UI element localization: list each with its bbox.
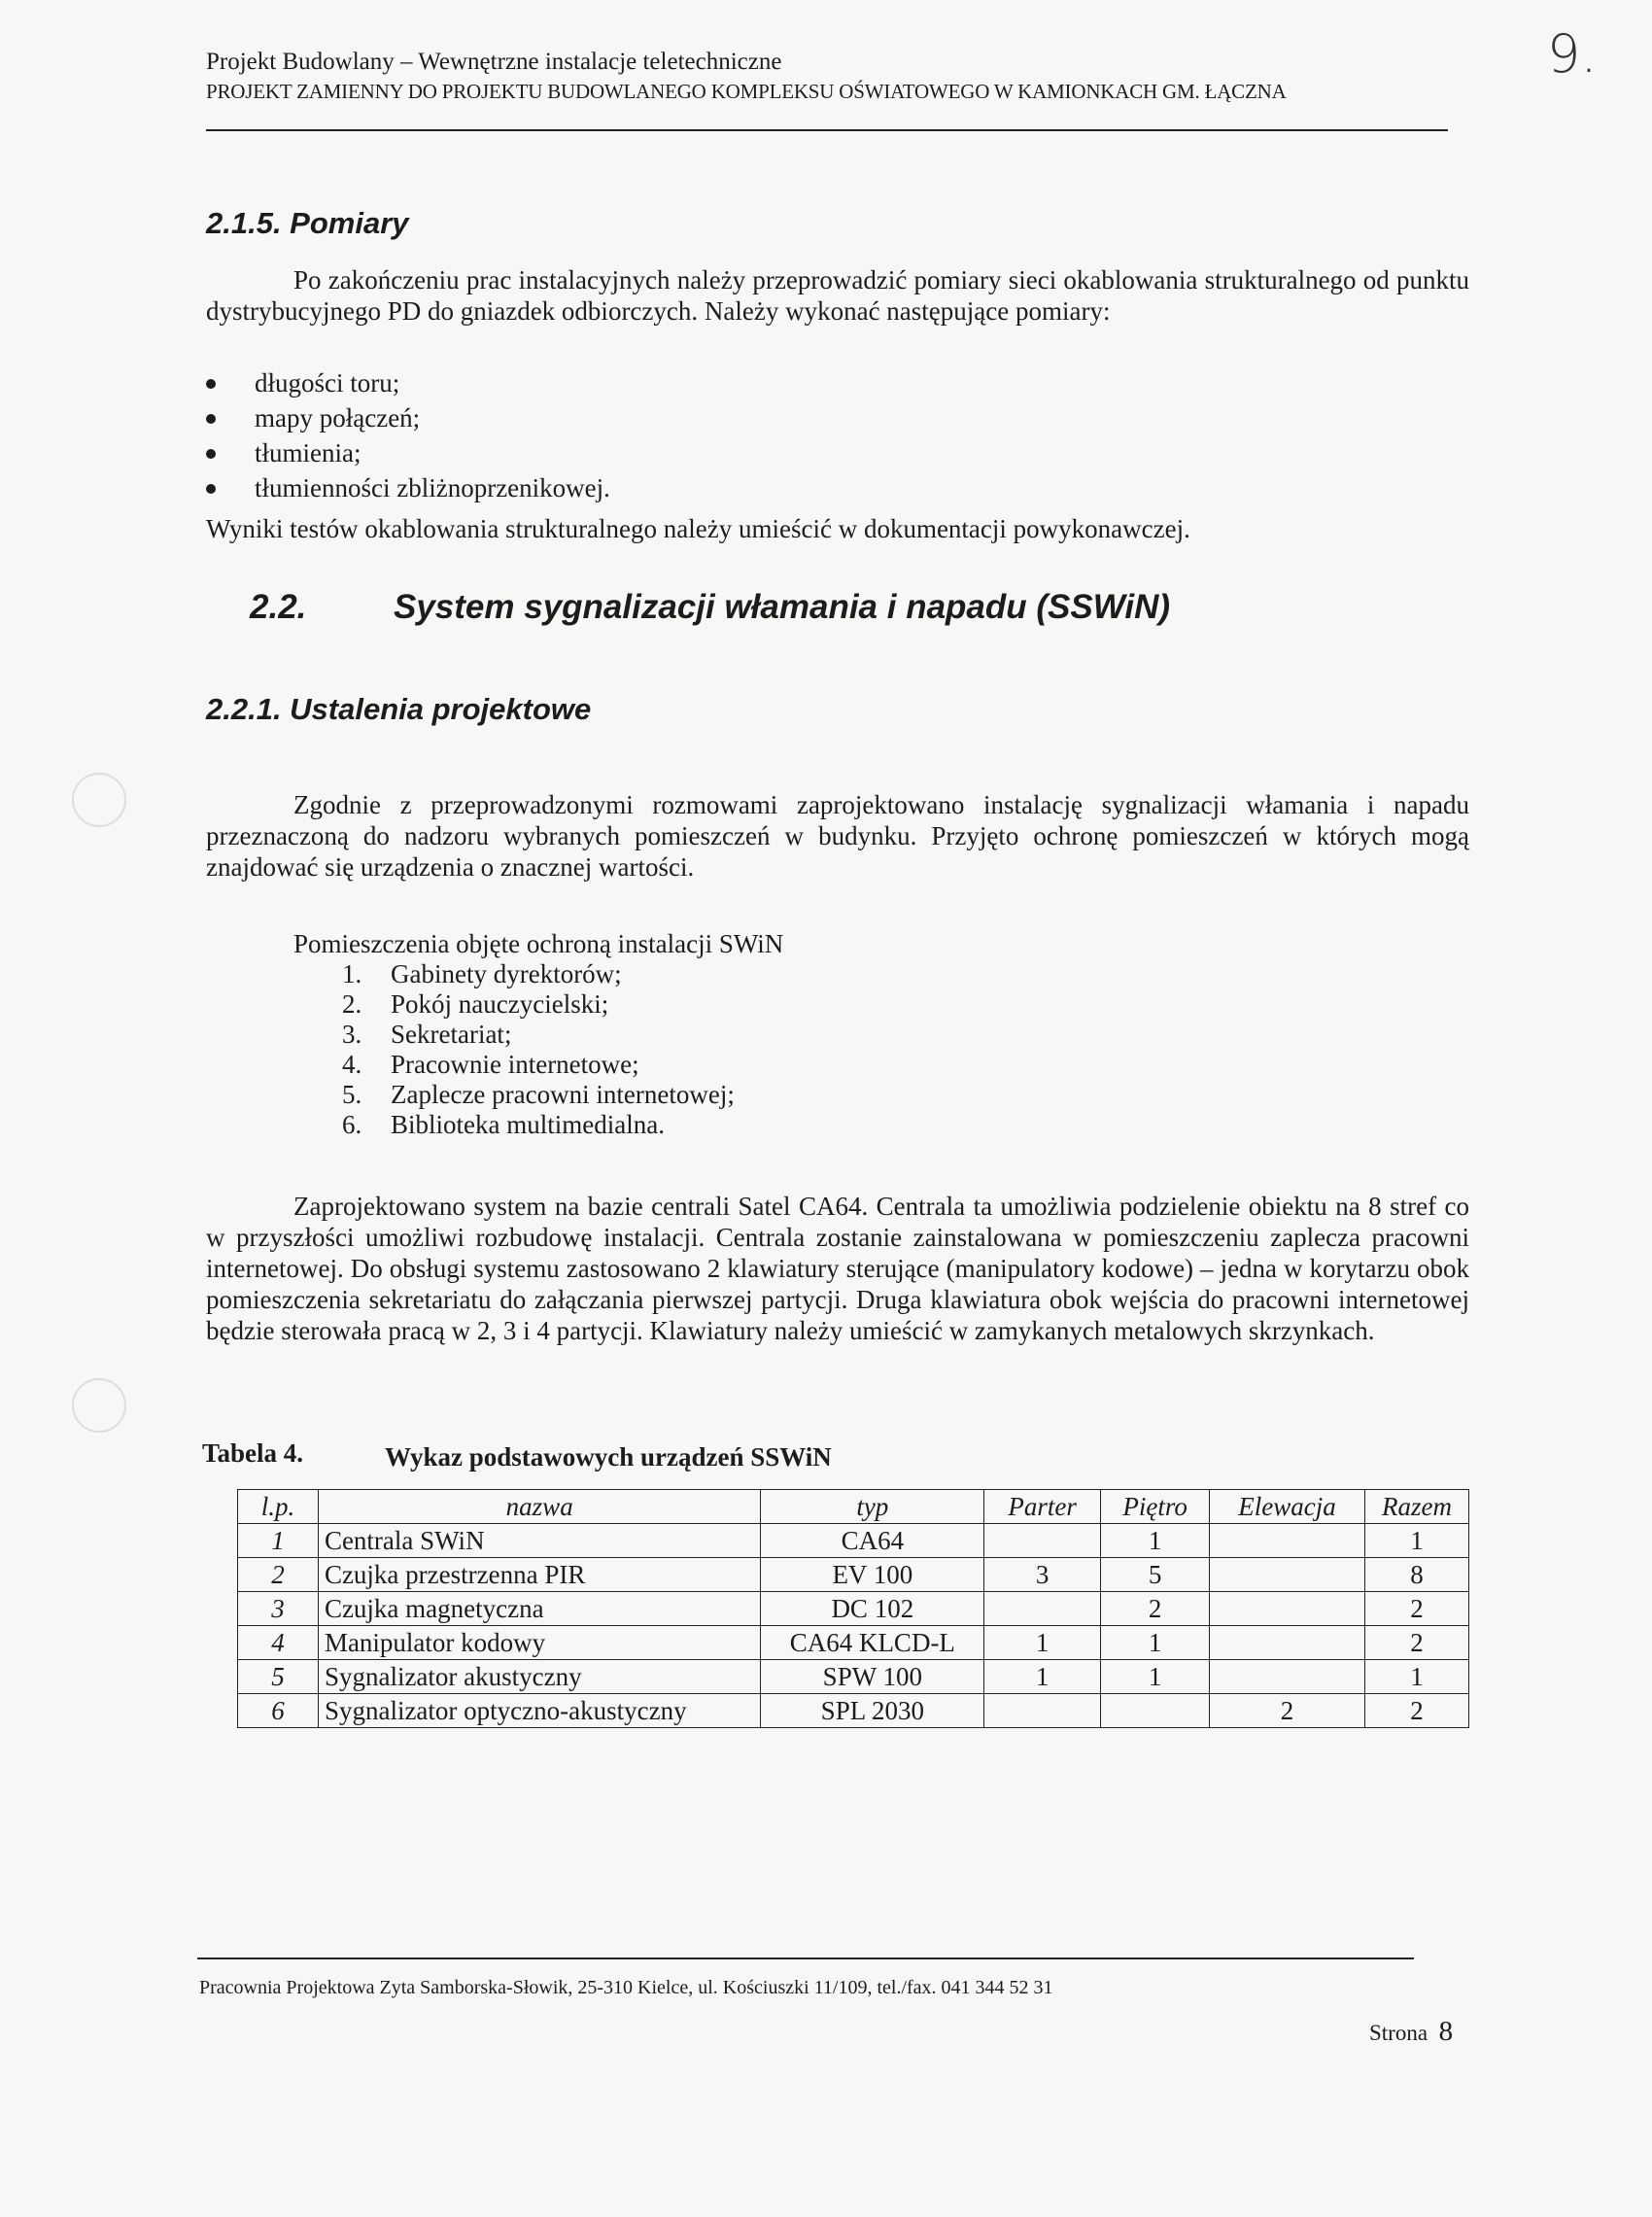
column-header: nazwa <box>318 1490 761 1524</box>
ustalenia-paragraph-2 <box>206 1191 1469 1346</box>
column-header: Razem <box>1365 1490 1469 1524</box>
column-header: Elewacja <box>1210 1490 1365 1524</box>
section-heading-2-2-1: 2.2.1. Ustalenia projektowe <box>206 692 592 726</box>
cell-parter <box>984 1694 1101 1728</box>
cell-elewacja <box>1210 1558 1365 1592</box>
section-heading-2-1-5: 2.1.5. Pomiary <box>206 206 409 240</box>
cell-elewacja <box>1210 1626 1365 1660</box>
cell-pietro: 1 <box>1101 1524 1210 1558</box>
cell-elewacja: 2 <box>1210 1694 1365 1728</box>
column-header: Piętro <box>1101 1490 1210 1524</box>
pomiary-list <box>206 365 1372 505</box>
cell-parter <box>984 1524 1101 1558</box>
header-line-1: Projekt Budowlany – Wewnętrzne instalacje teletechniczne <box>206 49 782 75</box>
cell-nazwa: Czujka przestrzenna PIR <box>318 1558 761 1592</box>
cell-razem: 2 <box>1365 1592 1469 1626</box>
cell-parter <box>984 1592 1101 1626</box>
table-row <box>238 1694 1469 1728</box>
ustalenia-paragraph-2-text: Zaprojektowano system na bazie centrali Satel CA64. Centrala ta umożliwia podzielenie obiektu na 8 stref co w przyszłości umożliwi rozbudowę instalacji. Centrala zostanie zainstalowana w pomieszczeniu zaplecza pracowni internetowej. Do obsługi systemu zastosowano 2 klawiatury sterujące (manipulatory kodowe) – jedna w korytarzu obok pomieszczenia sekretariatu do załączania pierwszej partycji. Druga klawiatura obok wejścia do pracowni internetowej będzie sterowała pracą w 2, 3 i 4 partycji. Klawiatury należy umieścić w zamykanych metalowych skrzynkach. <box>206 1192 1469 1345</box>
cell-typ: EV 100 <box>761 1558 984 1592</box>
ustalenia-paragraph-1-text: Zgodnie z przeprowadzonymi rozmowami zaprojektowano instalację sygnalizacji włamania i napadu przeznaczoną do nadzoru wybranych pomieszczeń w budynku. Przyjęto ochronę pomieszczeń w których mogą znajdować się urządzenia o znacznej wartości. <box>206 790 1469 882</box>
cell-nazwa: Czujka magnetyczna <box>318 1592 761 1626</box>
cell-pietro: 1 <box>1101 1660 1210 1694</box>
section-title-2-2: System sygnalizacji włamania i napadu (SSWiN) <box>394 588 1171 626</box>
table-header-row <box>238 1490 1469 1524</box>
pomiary-intro <box>206 264 1469 327</box>
bullet-icon <box>206 414 216 424</box>
table-row <box>238 1626 1469 1660</box>
cell-razem: 8 <box>1365 1558 1469 1592</box>
list-item: 1. Gabinety dyrektorów; <box>342 959 622 988</box>
bullet-icon <box>206 484 216 494</box>
table-row <box>238 1660 1469 1694</box>
cell-razem: 2 <box>1365 1626 1469 1660</box>
list-item: 5. Zaplecze pracowni internetowej; <box>342 1080 735 1109</box>
ustalenia-paragraph-1 <box>206 789 1469 883</box>
pomiary-outro: Wyniki testów okablowania strukturalnego należy umieścić w dokumentacji powykonawczej. <box>206 514 1190 543</box>
page-number <box>1369 2016 1453 2048</box>
cell-nazwa: Manipulator kodowy <box>318 1626 761 1660</box>
list-item: tłumienia; <box>206 435 1372 470</box>
cell-pietro: 1 <box>1101 1626 1210 1660</box>
cell-typ: SPL 2030 <box>761 1694 984 1728</box>
header-rule <box>206 129 1448 131</box>
cell-typ: SPW 100 <box>761 1660 984 1694</box>
cell-lp: 4 <box>238 1626 319 1660</box>
list-item: 4. Pracownie internetowe; <box>342 1050 639 1079</box>
cell-elewacja <box>1210 1592 1365 1626</box>
punch-hole-icon <box>72 773 126 827</box>
table-caption: Wykaz podstawowych urządzeń SSWiN <box>385 1442 832 1472</box>
cell-nazwa: Centrala SWiN <box>318 1524 761 1558</box>
cell-typ: CA64 <box>761 1524 984 1558</box>
devices-table <box>237 1489 1469 1728</box>
header-line-2: PROJEKT ZAMIENNY DO PROJEKTU BUDOWLANEGO KOMPLEKSU OŚWIATOWEGO W KAMIONKACH GM. ŁĄCZNA <box>206 80 1287 103</box>
cell-parter: 3 <box>984 1558 1101 1592</box>
table-label: Tabela 4. <box>202 1438 304 1468</box>
column-header: typ <box>761 1490 984 1524</box>
list-item: 2. Pokój nauczycielski; <box>342 989 609 1019</box>
cell-pietro: 2 <box>1101 1592 1210 1626</box>
cell-lp: 1 <box>238 1524 319 1558</box>
cell-lp: 6 <box>238 1694 319 1728</box>
cell-nazwa: Sygnalizator optyczno-akustyczny <box>318 1694 761 1728</box>
cell-pietro: 5 <box>1101 1558 1210 1592</box>
page-mark: 9. <box>1547 23 1598 85</box>
list-item: 3. Sekretariat; <box>342 1020 512 1049</box>
bullet-icon <box>206 379 216 389</box>
cell-lp: 5 <box>238 1660 319 1694</box>
page-number-value: 8 <box>1438 2016 1454 2047</box>
table-row <box>238 1558 1469 1592</box>
cell-lp: 3 <box>238 1592 319 1626</box>
cell-lp: 2 <box>238 1558 319 1592</box>
column-header: Parter <box>984 1490 1101 1524</box>
cell-nazwa: Sygnalizator akustyczny <box>318 1660 761 1694</box>
table-row <box>238 1592 1469 1626</box>
cell-typ: DC 102 <box>761 1592 984 1626</box>
cell-elewacja <box>1210 1524 1365 1558</box>
list-item: 6. Biblioteka multimedialna. <box>342 1110 665 1139</box>
list-item: mapy połączeń; <box>206 400 1372 435</box>
section-number-2-2: 2.2. <box>250 588 307 626</box>
rooms-intro: Pomieszczenia objęte ochroną instalacji SWiN <box>293 929 784 958</box>
cell-parter: 1 <box>984 1626 1101 1660</box>
cell-typ: CA64 KLCD-L <box>761 1626 984 1660</box>
footer-address: Pracownia Projektowa Zyta Samborska-Słowik, 25-310 Kielce, ul. Kościuszki 11/109, tel./fax. 041 344 52 31 <box>199 1977 1053 1998</box>
cell-razem: 1 <box>1365 1524 1469 1558</box>
cell-elewacja <box>1210 1660 1365 1694</box>
rooms-list <box>342 959 1119 1140</box>
table-row <box>238 1524 1469 1558</box>
cell-pietro <box>1101 1694 1210 1728</box>
bullet-icon <box>206 449 216 459</box>
cell-parter: 1 <box>984 1660 1101 1694</box>
cell-razem: 2 <box>1365 1694 1469 1728</box>
list-item: tłumienności zbliżnoprzenikowej. <box>206 470 1372 505</box>
list-item: długości toru; <box>206 365 1372 400</box>
footer-rule <box>197 1957 1414 1959</box>
pomiary-intro-text: Po zakończeniu prac instalacyjnych należy przeprowadzić pomiary sieci okablowania strukturalnego od punktu dystrybucyjnego PD do gniazdek odbiorczych. Należy wykonać następujące pomiary: <box>206 265 1469 326</box>
punch-hole-icon <box>72 1378 126 1433</box>
column-header: l.p. <box>238 1490 319 1524</box>
cell-razem: 1 <box>1365 1660 1469 1694</box>
page-label: Strona <box>1369 2021 1428 2045</box>
